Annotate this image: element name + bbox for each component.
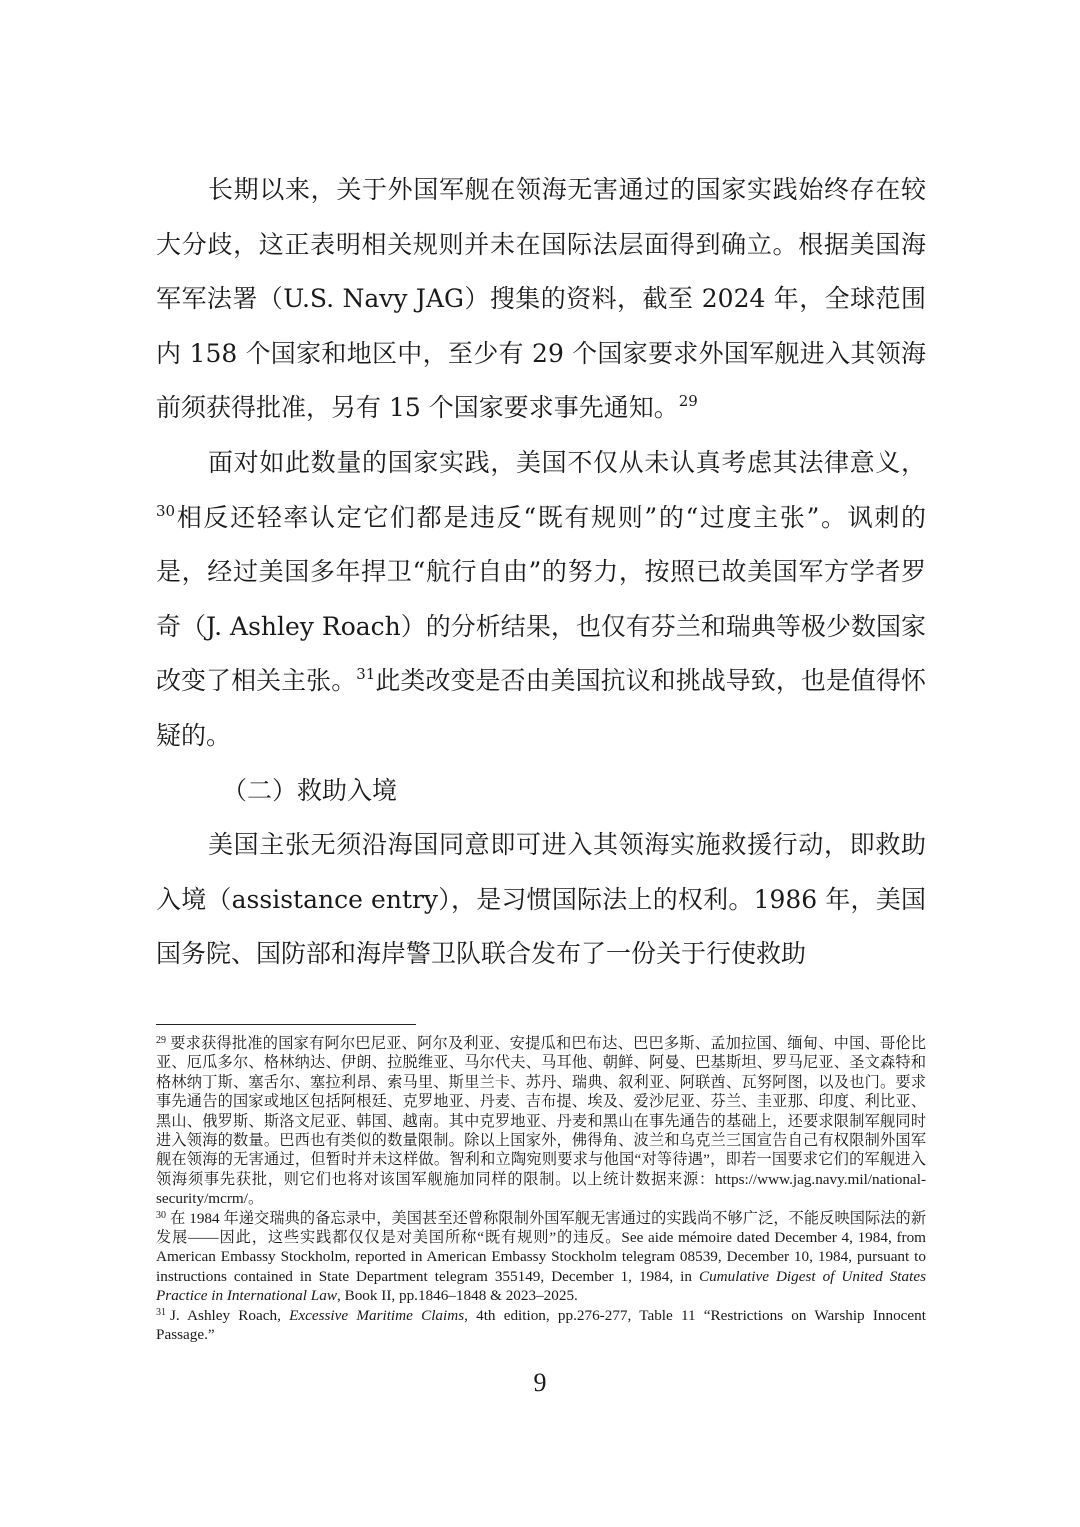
footnote-divider [156, 1024, 416, 1025]
paragraph-3: 美国主张无须沿海国同意即可进入其领海实施救援行动，即救助入境（assistance entry），是习惯国际法上的权利。1986 年，美国国务院、国防部和海岸警卫队联合发布了一份关于行使救助 [156, 830, 926, 969]
paragraph-2 [156, 436, 926, 764]
footnote-31-number: 31 [156, 1306, 166, 1318]
footnote-31-text-a: J. Ashley Roach, [170, 1306, 290, 1324]
footnote-ref-29[interactable]: 29 [678, 392, 698, 411]
footnote-31 [156, 1306, 926, 1345]
main-text [156, 163, 926, 982]
footnote-ref-30[interactable]: 30 [156, 501, 176, 520]
footnote-29-number: 29 [156, 1035, 166, 1046]
footnote-30-italic-title: Cumulative Digest of United States Practice in International Law [156, 1267, 926, 1305]
footnote-29-text: 要求获得批准的国家有阿尔巴尼亚、阿尔及利亚、安提瓜和巴布达、巴巴多斯、孟加拉国、缅甸、中国、哥伦比亚、厄瓜多尔、格林纳达、伊朗、拉脱维亚、马尔代夫、马耳他、朝鲜、阿曼、巴基斯坦、罗马尼亚、圣文森特和格林纳丁斯、塞舌尔、塞拉利昂、索马里、斯里兰卡、苏丹、瑞典、叙利亚、阿联酋、瓦努阿图，以及也门。要求事先通告的国家或地区包括阿根廷、克罗地亚、丹麦、吉布提、埃及、爱沙尼亚、芬兰、圭亚那、印度、利比亚、黑山、俄罗斯、斯洛文尼亚、韩国、越南。其中克罗地亚、丹麦和黑山在事先通告的基础上，还要求限制军舰同时进入领海的数量。巴西也有类似的数量限制。除以上国家外，佛得角、波兰和乌克兰三国宣告自己有权限制外国军舰在领海的无害通过，但暂时并未这样做。智利和立陶宛则要求与他国“对等待遇”，即若一国要求它们的军舰进入领海须事先获批，则它们也将对该国军舰施加同样的限制。以上统计数据来源：https://www.jag.navy.mil/national-security/mcrm/。 [156, 1035, 926, 1208]
footnote-ref-31[interactable]: 31 [356, 665, 376, 684]
paragraph-2-text-b: 相反还轻率认定它们都是违反“既有规则”的“过度主张”。讽刺的是，经过美国多年捍卫“航行自由”的努力，按照已故美国军方学者罗奇（J. Ashley Roach）的分析结果，也仅有芬兰和瑞典等极少数国家改变了相关主张。 [156, 502, 926, 696]
paragraph-1-text: 长期以来，关于外国军舰在领海无害通过的国家实践始终存在较大分歧，这正表明相关规则并未在国际法层面得到确立。根据美国海军军法署（U.S. Navy JAG）搜集的资料，截至 2024 年，全球范围内 158 个国家和地区中，至少有 29 个国家要求外国军舰进入其领海前须获得批准，另有 15 个国家要求事先通知。 [156, 175, 926, 423]
section-heading: （二）救助入境 [222, 775, 398, 805]
footnote-29 [156, 1034, 926, 1209]
footnote-31-text-b: , 4th edition, pp.276-277, Table 11 “Restrictions on Warship Innocent Passage.” [156, 1306, 926, 1344]
footnotes [156, 1034, 926, 1345]
footnote-30-text-a: 在 1984 年递交瑞典的备忘录中，美国甚至还曾称限制外国军舰无害通过的实践尚不够广泛，不能反映国际法的新发展——因此，这些实践都仅仅是对美国所称“既有规则”的违反。See aide mémoire dated December 4, 1984, from American Embassy Stockholm, reported in American Embassy Stockholm telegram 08539, December 10, 1984, pursuant to instructions contained in State Department telegram 355149, December 1, 1984, in [156, 1209, 926, 1285]
paragraph-2-text-a: 面对如此数量的国家实践，美国不仅从未认真考虑其法律意义， [208, 447, 926, 477]
paragraph-2-text-c: 此类改变是否由美国抗议和挑战导致，也是值得怀疑的。 [156, 666, 926, 750]
paragraph-1 [156, 163, 926, 436]
footnote-30-number: 30 [156, 1209, 166, 1221]
footnote-30-text-b: , Book II, pp.1846–1848 & 2023–2025. [336, 1287, 578, 1305]
footnote-30 [156, 1209, 926, 1306]
footnote-31-italic-title: Excessive Maritime Claims [289, 1306, 465, 1324]
page-number: 9 [533, 1368, 547, 1397]
